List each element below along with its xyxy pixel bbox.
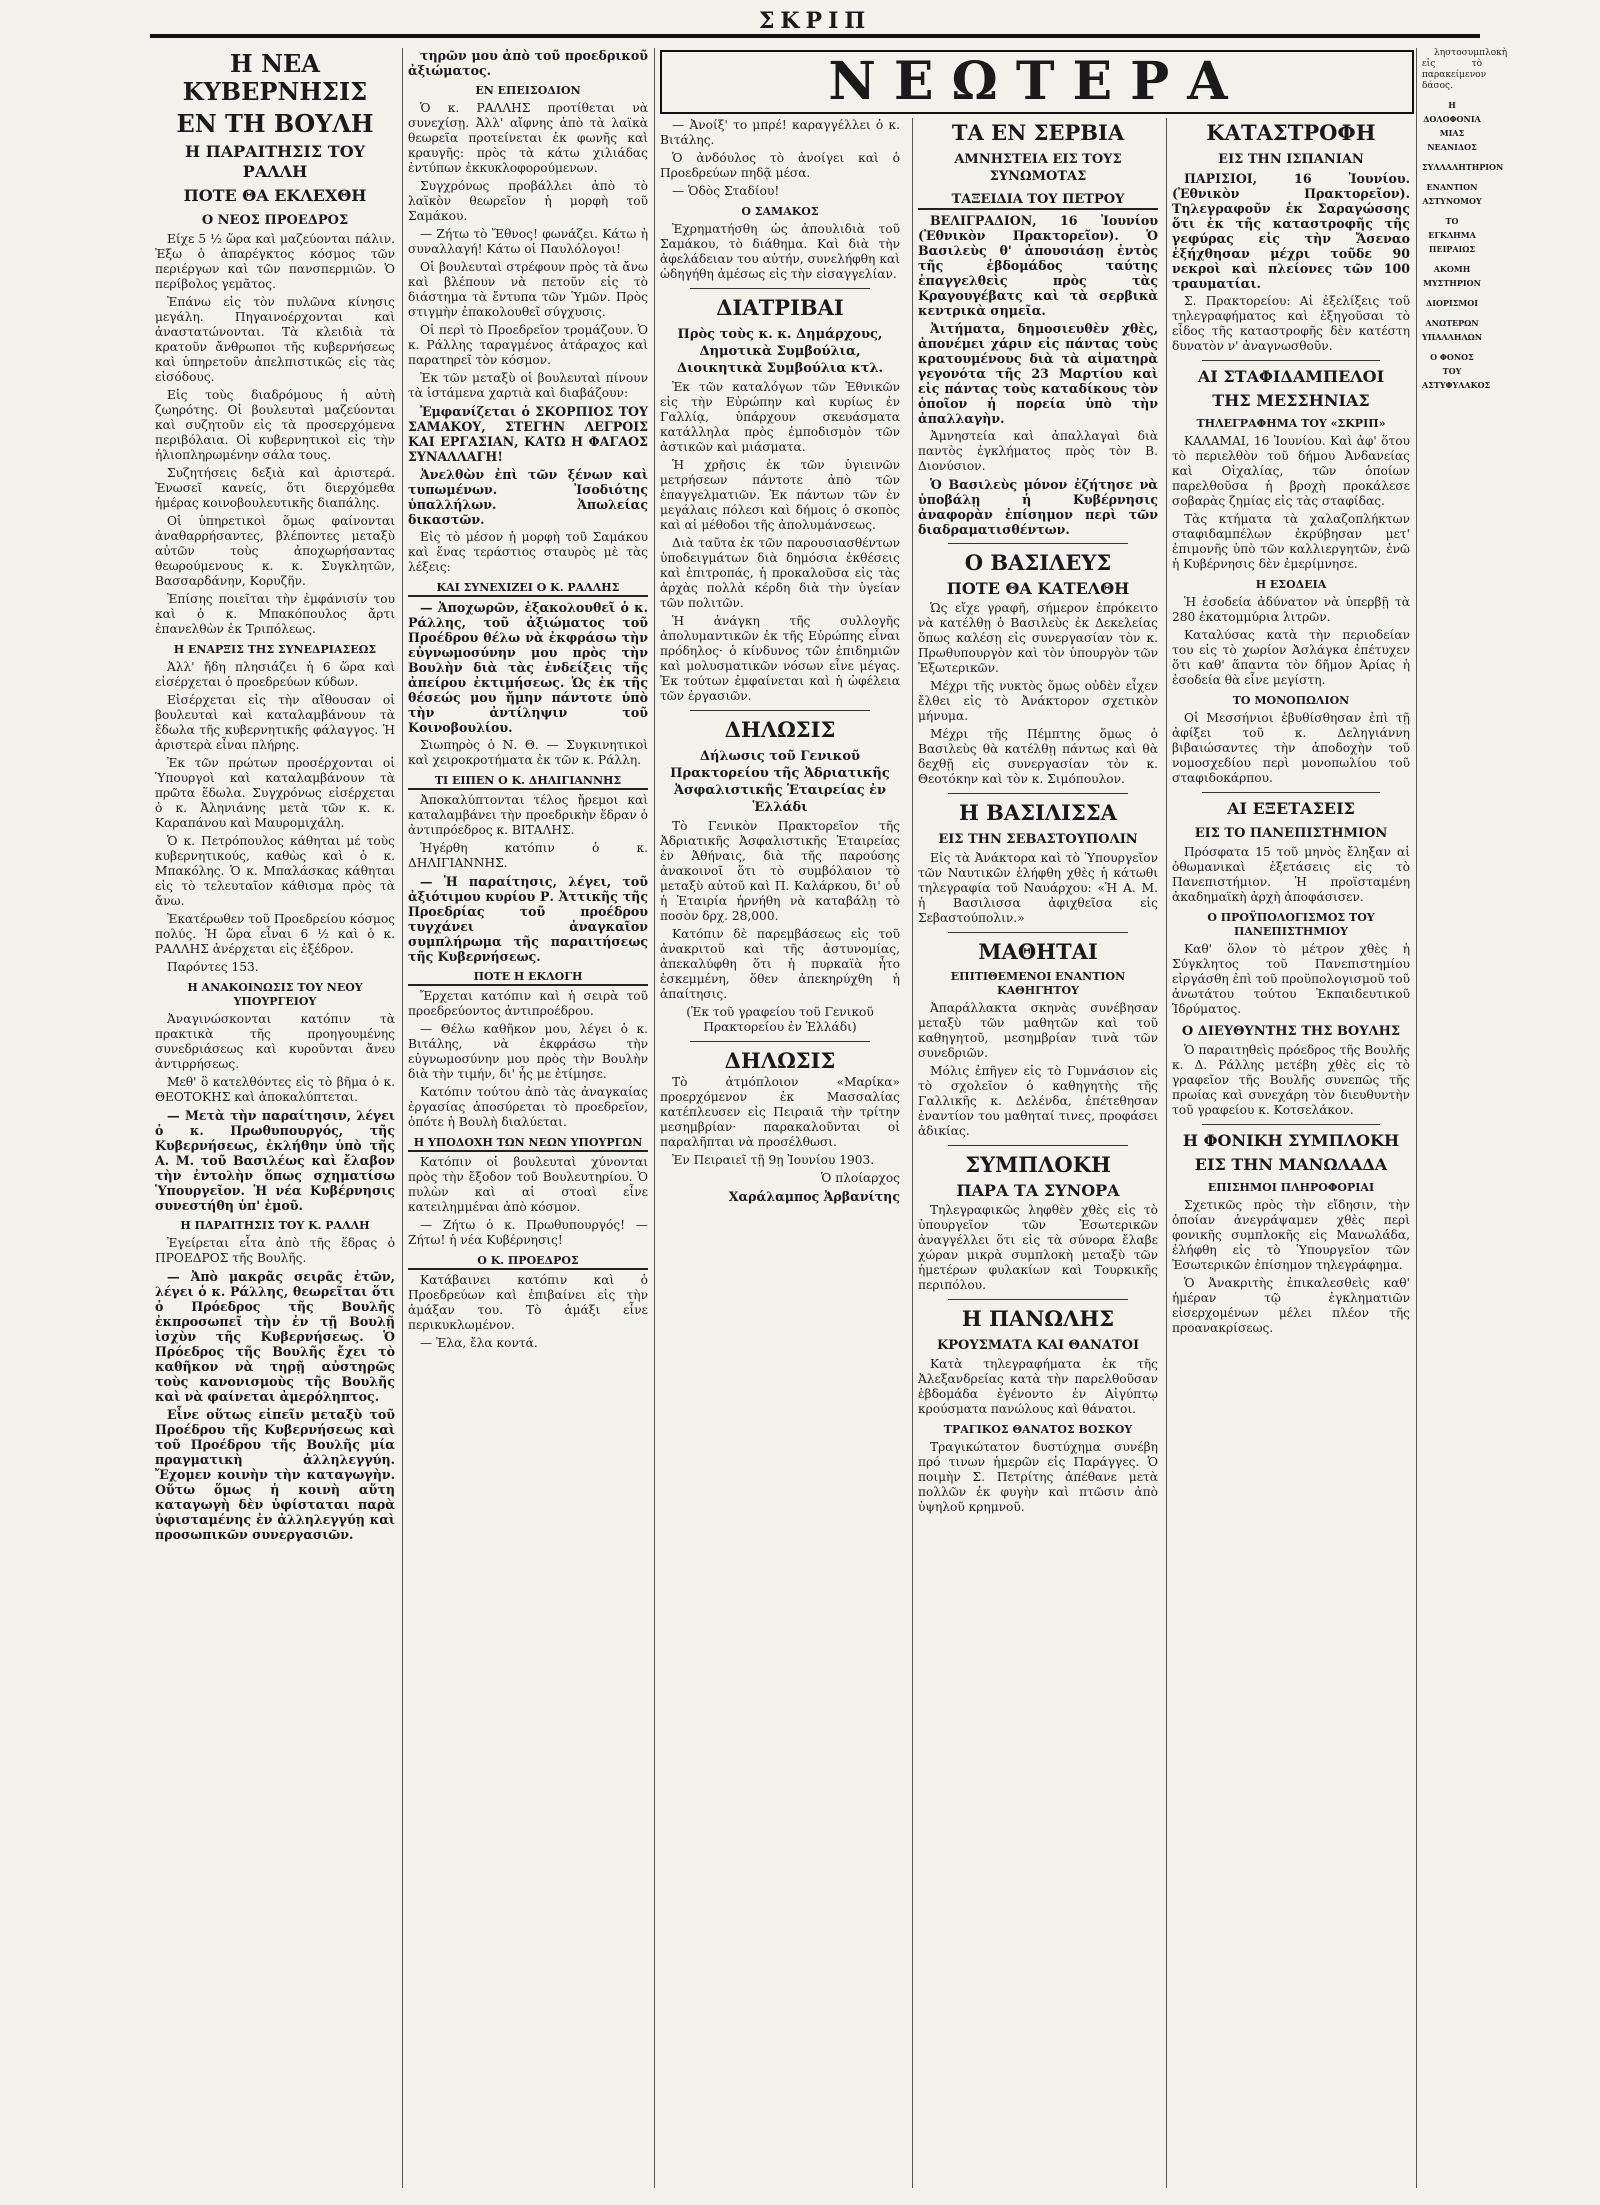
section-heading: ΕΝΑΝΤΙΟΝ ΑΣΤΥΝΟΜΟΥ — [1422, 182, 1482, 206]
paragraph: — Ὁδὸς Σταδίου! — [672, 184, 780, 198]
divider — [1202, 1124, 1380, 1125]
subheadline: ΠΑΡΑ ΤΑ ΣΥΝΟΡΑ — [956, 1181, 1120, 1200]
paragraph: — Ζήτω τὸ Ἔθνος! φωνάζει. Κάτω ἡ συναλλαγή! Κάτω οἱ Παυλόλογοι! — [408, 227, 648, 256]
headline: ΜΑΘΗΤΑΙ — [978, 939, 1098, 964]
subheadline: ΤΗΣ ΜΕΣΣΗΝΙΑΣ — [1212, 391, 1370, 410]
divider — [690, 1041, 870, 1042]
divider — [690, 710, 870, 711]
paragraph: Συγχρόνως προβάλλει ἀπὸ τὸ λαϊκὸν θεωρεῖον ἡ μορφὴ τοῦ Σαμάκου. — [408, 179, 648, 223]
paragraph: Ἀλλ' ἤδη πλησιάζει ἡ 6 ὥρα καὶ εἰσέρχεται ὁ προεδρεύων κύδων. — [155, 660, 395, 689]
section-heading: Η ΥΠΟΔΟΧΗ ΤΩΝ ΝΕΩΝ ΥΠΟΥΡΓΩΝ — [408, 1136, 648, 1152]
subheadline: ΕΙΣ ΤΗΝ ΣΕΒΑΣΤΟΥΠΟΛΙΝ — [938, 832, 1138, 847]
headline: ΤΑ ΕΝ ΣΕΡΒΙΑ — [951, 120, 1125, 145]
headline: ΔΗΛΩΣΙΣ — [724, 717, 836, 742]
section-heading: ΕΠΙΣΗΜΟΙ ΠΛΗΡΟΦΟΡΙΑΙ — [1207, 1181, 1375, 1194]
section-heading: ΕΝ ΕΠΕΙΣΟΔΙΟΝ — [475, 84, 581, 97]
paragraph: Ἐπίσης ποιεῖται τὴν ἐμφάνισίν του καὶ ὁ κ. Μπακόπουλος ἄρτι ἐπανελθὼν ἐκ Τριπόλεως. — [155, 592, 395, 636]
paragraph: Ἐν Πειραιεῖ τῇ 9ῃ Ἰουνίου 1903. — [672, 1153, 875, 1167]
paragraph: Ἐμφανίζεται ὁ ΣΚΟΡΠΙΟΣ ΤΟΥ ΣΑΜΑΚΟΥ, ΣΤΕΓΗΝ ΛΕΓΡΟΙΣ ΚΑΙ ΕΡΓΑΣΙΑΝ, ΚΑΤΩ Η ΦΑΓΑΟΣ ΣΥΝΑΛΛΑΓΗ! — [408, 404, 648, 464]
section-heading: Η ΕΝΑΡΞΙΣ ΤΗΣ ΣΥΝΕΔΡΙΑΣΕΩΣ — [173, 643, 377, 656]
paragraph: Ἀμνηστεία καὶ ἀπαλλαγαὶ διὰ παντὸς ἐγκλήματος πρὸς τὸν Β. Διονύσιον. — [918, 429, 1158, 473]
paragraph: — Μετὰ τὴν παραίτησιν, λέγει ὁ κ. Πρωθυπουργός, τῆς Κυβερνήσεως, ἐκλήθην ὑπὸ τῆς Α. Μ. τοῦ Βασιλέως καὶ ἔλαβον τὴν ἐντολὴν ὅπως σχηματίσω Ὑπουργεῖον. Ἡ νέα Κυβέρνησις συνεστήθη ὑπ' ἐμοῦ. — [155, 1108, 395, 1213]
paragraph: Τηλεγραφικῶς ληφθὲν χθὲς εἰς τὸ ὑπουργεῖον τῶν Ἐσωτερικῶν ἀναγγέλλει ὅτι εἰς τὰ σύνορα ἔλαβε χώραν μικρὰ συμπλοκὴ μεταξὺ τῶν ἡμετέρων φυλακίων καὶ Τουρκικῆς περιπόλου. — [918, 1203, 1158, 1292]
paragraph: Συζητήσεις δεξιὰ καὶ ἀριστερά. Ἐνωσεῖ κανείς, ὅτι διερχόμεθα ἡμέρας κοινοβουλευτικῆς διαπάλης. — [155, 466, 395, 510]
paragraph: Εἰς τὸ μέσον ἡ μορφὴ τοῦ Σαμάκου καὶ ἕνας τεράστιος σταυρὸς μὲ τὰς λέξεις: — [408, 530, 648, 574]
paragraph: Τὰς κτήματα τὰ χαλαζοπλήκτων σταφιδαμπέλων ἐκρύβησαν μετ' ἐπιμονῆς ὑπὸ τῶν καλλιεργητῶν, ἐνῶ ἡ Κυβέρνησις δὲν ἐμερίμνησε. — [1172, 512, 1410, 571]
subheadline: ΕΙΣ ΤΗΝ ΙΣΠΑΝΙΑΝ — [1218, 152, 1364, 167]
column-4 — [918, 118, 1158, 2188]
paragraph: (Ἐκ τοῦ γραφείου τοῦ Γενικοῦ Πρακτορείου ἐν Ἑλλάδι) — [686, 1005, 874, 1034]
paragraph: Σ. Πρακτορείου: Αἱ ἐξελίξεις τοῦ τηλεγραφήματος καὶ ἐξηγοῦσαι τὸ εἶδος τῆς καταστροφῆς δὲν κατέστη δυνατὸν ν' ἀναγνωσθοῦν. — [1172, 294, 1410, 353]
headline: ΔΙΑΤΡΙΒΑΙ — [716, 295, 844, 320]
column-rule — [1416, 48, 1417, 2188]
paragraph: Τὸ ἀτμόπλοιον «Μαρίκα» προερχόμενον ἐκ Μασσαλίας κατέπλευσεν εἰς Πειραιᾶ τὴν τρίτην μεσημβρίαν· παρακαλοῦνται οἱ παραλῆπται νὰ προσέλθωσι. — [660, 1075, 900, 1149]
paragraph: Καθ' ὅλον τὸ μέτρον χθὲς ἡ Σύγκλητος τοῦ Πανεπιστημίου εἰργάσθη ἐπὶ τοῦ προϋπολογισμοῦ τοῦ ἀνωτάτου τούτου Ἐκπαιδευτικοῦ Ἱδρύματος. — [1172, 942, 1410, 1016]
paragraph: Ἀιτήματα, δημοσιευθὲν χθὲς, ἀπονέμει χάριν εἰς πάντας τοὺς κρατουμένους διὰ τὰ αἱματηρὰ γεγονότα τῆς 23 Μαρτίου καὶ εἰς πάντας τοὺς καταδίκους τὸν ὁποῖον ἡ πορεία ὑπὸ τὴν ἀπαλλαγὴν. — [918, 321, 1158, 426]
paragraph: τηρῶν μου ἀπὸ τοῦ προεδρικοῦ ἀξιώματος. — [408, 48, 648, 78]
headline: ΚΑΤΑΣΤΡΟΦΗ — [1206, 120, 1376, 145]
paragraph: Ἐπάνω εἰς τὸν πυλῶνα κίνησις μεγάλη. Πηγαινοέρχονται καὶ ἀναστατώνονται. Τὰ κλειδιὰ τὰ κρατοῦν ἄνθρωποι τῆς κυβερνήσεως καὶ ὑπηρετοῦν ἀπελπιστικῶς εἰς τὰς εἰσόδους. — [155, 295, 395, 384]
paragraph: Κατόπιν οἱ βουλευταὶ χύνονται πρὸς τὴν ἔξοδον τοῦ Βουλευτηρίου. Ὁ πυλὼν καὶ αἱ στοαὶ εἶνε κατειλημμέναι ἀπὸ κόσμον. — [408, 1155, 648, 1214]
paragraph: Ἐκ τῶν καταλόγων τῶν Ἐθνικῶν εἰς τὴν Εὐρώπην καὶ κυρίως ἐν Γαλλίᾳ, ὑπάρχουν σκευάσματα κατάλληλα πρὸς ἐμποδισμὸν τῶν ἀστικῶν καὶ μιάσματα. — [660, 380, 900, 454]
headline: Η ΒΑΣΙΛΙΣΣΑ — [959, 800, 1117, 825]
divider — [1202, 360, 1380, 361]
neotera-banner: ΝΕΩΤΕΡΑ — [660, 50, 1414, 114]
paragraph: Κατάβαινει κατόπιν καὶ ὁ Προεδρεύων καὶ ἐπιβαίνει εἰς τὴν ἁμάξαν του. Τὸ ἁμάξι εἶνε περικυκλωμένον. — [408, 1273, 648, 1332]
divider — [1202, 792, 1380, 793]
paragraph: Ἡ ἐσοδεία ἀδύνατον νὰ ὑπερβῇ τὰ 280 ἑκατομμύρια λιτρῶν. — [1172, 595, 1410, 624]
subheadline: ΠΟΤΕ ΘΑ ΕΚΛΕΧΘΗ — [183, 186, 367, 205]
paragraph: Ἀναγινώσκονται κατόπιν τὰ πρακτικὰ τῆς προηγουμένης συνεδριάσεως καὶ κυροῦνται ἄνευ ἀντιρρήσεως. — [155, 1012, 395, 1071]
paragraph: Ἀποκαλύπτονται τέλος ἤρεμοι καὶ καταλαμβάνει τὴν προεδρικὴν ἕδραν ὁ ἀντιπρόεδρος κ. ΒΙΤΑΛΗΣ. — [408, 793, 648, 837]
paragraph: Ὁ παραιτηθεὶς πρόεδρος τῆς Βουλῆς κ. Δ. Ράλλης μετέβη χθὲς εἰς τὸ γραφεῖον τῆς Βουλῆς συνεπῶς τῆς πρωίας καὶ συνεχάρη τὸν διευθυντὴν τοῦ γραφείου κ. Κοτσελάκον. — [1172, 1043, 1410, 1117]
divider — [948, 932, 1128, 933]
paragraph: — Ζήτω ὁ κ. Πρωθυπουργός! — Ζήτω! ἡ νέα Κυβέρνησις! — [408, 1218, 648, 1247]
subheadline: ΠΟΤΕ ΘΑ ΚΑΤΕΛΘΗ — [946, 579, 1130, 598]
paragraph: Ὁ πλοίαρχος — [820, 1171, 900, 1185]
paragraph: — Ἀποχωρῶν, ἐξακολουθεῖ ὁ κ. Ράλλης, τοῦ ἀξιώματος τοῦ Προέδρου θέλω νὰ ἐκφράσω τὴν εὐγνωμοσύνην μου πρὸς τὴν Βουλὴν διὰ τὰς ἐνδείξεις τῆς ἀπείρου ἐκτιμήσεως. Ὡς ἐκ τῆς θέσεώς μου ἤμην πάντοτε ὑπὸ τὴν ἀντίληψιν τοῦ Κοινοβουλίου. — [408, 600, 648, 735]
paragraph: Ὁ κ. ΡΑΛΛΗΣ προτίθεται νὰ συνεχίσῃ. Ἀλλ' αἴφνης ἀπὸ τὰ λαϊκὰ θεωρεῖα προτείνεται ἐκ φωνῆς καὶ κραυγῆς: πρὸς τὰ κάτω χιλιάδας ἐντύπων ἐκκυκλοφορούμενων. — [408, 101, 648, 175]
paragraph: Εἶνε οὕτως εἰπεῖν μεταξὺ τοῦ Προέδρου τῆς Κυβερνήσεως καὶ τοῦ Προέδρου τῆς Βουλῆς μία πραγματικὴ ἀλληλεγγύη. Ἔχομεν κοινὴν τὴν καταγωγὴν. Οὕτω ὅμως ἡ κοινὴ αὕτη καταγωγὴ δὲν ὑφίσταται παρὰ ὑφισταμένης ἐν ἀλληλεγγύῃ καὶ προσωπικῶν συνεργασιῶν. — [155, 1407, 395, 1542]
paragraph: — Ἀνοίξ' το μπρέ! καραγγέλλει ὁ κ. Βιτάλης. — [660, 118, 900, 147]
section-heading: ΔΙΟΡΙΣΜΟΙ — [1426, 298, 1478, 308]
column-1 — [155, 48, 395, 2188]
paragraph: Οἱ Μεσσήνιοι ἐβυθίσθησαν ἐπὶ τῇ ἀφίξει τοῦ κ. Δεληγιάννη βιβαιώσαντες τὴν ἀποδοχὴν τοῦ νομοσχεδίου περὶ μονοπωλίου τοῦ σταφιδοκάρπου. — [1172, 711, 1410, 785]
paragraph: Μεθ' ὃ κατελθόντες εἰς τὸ βῆμα ὁ κ. ΘΕΟΤΟΚΗΣ καὶ ἀποκαλύπτεται. — [155, 1075, 395, 1104]
paragraph: — Θέλω καθῆκον μου, λέγει ὁ κ. Βιτάλης, νὰ ἐκφράσω τὴν εὐγνωμοσύνην μου πρὸς τὴν Βουλὴν διὰ τὴν τιμήν, δι' ἧς με ἐτίμησε. — [408, 1022, 648, 1081]
signature: Χαράλαμπος Ἀρβανίτης — [728, 1189, 900, 1204]
column-6 — [1422, 48, 1508, 2188]
section-heading: Ο ΔΙΕΥΘΥΝΤΗΣ ΤΗΣ ΒΟΥΛΗΣ — [1181, 1024, 1401, 1039]
paragraph: ΠΑΡΙΣΙΟΙ, 16 Ἰουνίου. (Ἐθνικὸν Πρακτορεῖον). Τηλεγραφοῦν ἐκ Σαραγώσσης ὅτι ἐκ τῆς καταστροφῆς τῆς γεφύρας εἰς τὴν Ἄσεναο ἐξήχθησαν μέχρι τοῦδε 90 νεκροὶ καὶ πλείονες τῶν 100 τραυματίαι. — [1172, 171, 1410, 291]
column-rule — [654, 48, 655, 2188]
headline: ΕΝ ΤΗ ΒΟΥΛΗ — [176, 109, 374, 138]
paragraph: ΚΑΛΑΜΑΙ, 16 Ἰουνίου. Καὶ ἀφ' ὅτου τὸ περιελθὸν τοῦ δήμου Ἀνδανείας καὶ Οἰχαλίας, τῶν ὁποίων παρελθοῦσα ἡ βροχὴ προκάλεσε σοβαρὰς ζημίας εἰς τὰς σταφίδας. — [1172, 434, 1410, 508]
paragraph: — Ἀπὸ μακρᾶς σειρᾶς ἐτῶν, λέγει ὁ κ. Ράλλης, θεωρεῖται ὅτι ὁ Πρόεδρος τῆς Βουλῆς ἐκπροσωπεῖ τὴν ἐν τῇ Βουλῇ ἰσχὺν τῆς Κυβερνήσεως. Ὁ Πρόεδρος τῆς Βουλῆς ἔχει τὸ καθῆκον νὰ τηρῇ αὐστηρῶς τοὺς κανονισμοὺς τῆς Βουλῆς καὶ νὰ φαίνεται ἀμερόληπτος. — [155, 1269, 395, 1404]
paragraph: Εἰς τὰ Ἀνάκτορα καὶ τὸ Ὑπουργεῖον τῶν Ναυτικῶν ἐλήφθη χθὲς ἡ κάτωθι τηλεγραφία τοῦ Ναυάρχου: «Ἡ Α. Μ. ἡ Βασιλισσα ἀφιχθεῖσα εἰς Σεβαστούπολιν.» — [918, 851, 1158, 925]
subheadline: Η ΠΑΡΑΙΤΗΣΙΣ ΤΟΥ ΡΑΛΛΗ — [184, 142, 366, 181]
subheadline: ΤΑΞΕΙΔΙΑ ΤΟΥ ΠΕΤΡΟΥ — [918, 191, 1158, 210]
paragraph: Εἰς τοὺς διαδρόμους ἡ αὐτὴ ζωηρότης. Οἱ βουλευταὶ μαζεύονται καὶ συζητοῦν εἰς τὰ προσερχόμενα περιβόλαια. Οἱ κυβερνητικοὶ εἰς τὴν ἡλιοπληρωμένην σάλα τους. — [155, 388, 395, 462]
paragraph: Οἱ ὑπηρετικοὶ ὅμως φαίνονται ἀναθαρρήσαντες, βλέποντες μεταξὺ αὐτῶν τοὺς ἀποχωρήσαντας θεωρούμενους κ. κ. Συγκλητῶν, Βασσαρδάνην, Κορυζῆν. — [155, 514, 395, 588]
headline: ΔΗΛΩΣΙΣ — [724, 1048, 836, 1073]
paragraph: Οἱ βουλευταὶ στρέφουν πρὸς τὰ ἄνω καὶ βλέπουν νὰ πετοῦν εἰς τὸ διάστημα τὰ ἔντυπα τῶν Ὑμῶν. Πρὸς στιγμὴν ἐπακολουθεῖ σύγχυσις. — [408, 260, 648, 319]
paragraph: ληστοσυμπλοκὴ εἰς τὸ παρακείμενον δάσος. — [1422, 48, 1508, 91]
subheadline: Δήλωσις τοῦ Γενικοῦ Πρακτορείου τῆς Ἀδριατικῆς Ἀσφαλιστικῆς Ἑταιρείας ἐν Ἑλλάδι — [670, 749, 890, 815]
paragraph: Ἐχρηματήσθη ὡς ἀπουλιδιὰ τοῦ Σαμάκου, τὸ διάθημα. Καὶ διὰ τὴν ἀφελάδειαν του αὐτήν, συνελήφθη καὶ ὡδηγήθη ἀμέσως εἰς τὴν εἰσαγγελίαν. — [660, 222, 900, 281]
subheadline: ΕΠΙΤΙΘΕΜΕΝΟΙ ΕΝΑΝΤΙΟΝ ΚΑΘΗΓΗΤΟΥ — [950, 970, 1126, 997]
section-heading: ΑΚΟΜΗ ΜΥΣΤΗΡΙΟΝ — [1423, 264, 1481, 288]
paragraph: Ἐγείρεται εἶτα ἀπὸ τῆς ἕδρας ὁ ΠΡΟΕΔΡΟΣ τῆς Βουλῆς. — [155, 1236, 395, 1265]
paragraph: — Ἐλα, ἔλα κοντά. — [420, 1336, 538, 1350]
paragraph: Μέχρι τῆς Πέμπτης ὅμως ὁ Βασιλεὺς θὰ κατέλθῃ πάντως καὶ θὰ δεχθῇ εἰς συνεργασίαν τὸν κ. Θεοτόκην καὶ τὸν κ. Σιμόπουλον. — [918, 727, 1158, 786]
section-heading: Ο ΠΡΟΫΠΟΛΟΓΙΣΜΟΣ ΤΟΥ ΠΑΝΕΠΙΣΤΗΜΙΟΥ — [1207, 911, 1375, 938]
paragraph: Σχετικῶς πρὸς τὴν εἴδησιν, τὴν ὁποίαν ἀνεγράψαμεν χθὲς περὶ φονικῆς συμπλοκῆς εἰς Μανωλάδα, ἐλήφθη εἰς τὸ Ὑπουργεῖον τῶν Ἐσωτερικῶν ἐπίσημον τηλεγράφημα. — [1172, 1198, 1410, 1272]
paragraph: Τὸ Γενικὸν Πρακτορεῖον τῆς Ἀδριατικῆς Ἀσφαλιστικῆς Ἑταιρείας ἐν Ἀθήναις, διὰ τῆς παρούσης ἀνακοινοῖ ὅτι τὸ συμβόλαιον τὸ μεταξὺ αὐτοῦ καὶ Π. Καλάρκου, δι' οὗ ἡ Ἑταιρία ἠρνήθη νὰ καταβάλῃ τὸ ποσὸν δρχ. 28,000. — [660, 819, 900, 923]
paragraph: Ἡ ἀνάγκη τῆς συλλογῆς ἀπολυμαντικῶν ἐκ τῆς Εὐρώπης εἶναι πρόδηλος· ὁ κίνδυνος τῶν ἐπιδημιῶν καὶ μολυσματικῶν νόσων εἶνε μέγας. Ἐκ τούτων ἐμφαίνεται καὶ ἡ ὠφέλεια τῶν ἐργασιῶν. — [660, 614, 900, 703]
section-heading: ΚΑΙ ΣΥΝΕΧΙΖΕΙ Ο Κ. ΡΑΛΛΗΣ — [408, 581, 648, 597]
section-heading: ΤΙ ΕΙΠΕΝ Ο Κ. ΔΗΛΙΓΙΑΝΝΗΣ — [408, 774, 648, 790]
column-2 — [408, 48, 648, 2188]
section-heading: ΤΗΛΕΓΡΑΦΗΜΑ ΤΟΥ «ΣΚΡΙΠ» — [1196, 417, 1386, 430]
divider — [948, 1145, 1128, 1146]
paragraph: Καταλύσας κατὰ τὴν περιοδείαν του εἰς τὸ χωρίον Ἀσλάγκα ἐπέτυχεν ὅτι καθ' ἅπαντα τὸν δῆμον Ἀρίας ἡ ἐσοδεία θὰ εἶνε μεγίστη. — [1172, 628, 1410, 687]
subheadline: ΕΙΣ ΤΟ ΠΑΝΕΠΙΣΤΗΜΙΟΝ — [1194, 826, 1388, 841]
paragraph: Ὁ Ἀνακριτὴς ἐπικαλεσθεὶς καθ' ἡμέραν τῷ ἐγκληματιῶν εἰσερχομένων μέλει πλέον τῆς προανακρίσεως. — [1172, 1276, 1410, 1335]
section-heading: ΑΝΩΤΕΡΩΝ ΥΠΑΛΛΗΛΩΝ — [1422, 318, 1483, 342]
paragraph: Εἰσέρχεται εἰς τὴν αἴθουσαν οἱ βουλευταὶ καὶ καταλαμβάνουν τὰ ἔδωλα τῆς κυβερνητικῆς φάλαγγος. Ἡ ἀριστερὰ εἶναι πλήρης. — [155, 693, 395, 752]
paragraph: Ἡ χρῆσις ἐκ τῶν ὑγιεινῶν μετρήσεων πάντοτε ἀπὸ τῶν ἐπαγγελματιῶν. Ἐκ πάντων τῶν ἐν μεγάλαις πόλεσι καὶ δήμοις ὁ σκοπὸς καὶ αἱ μέθοδοι τῆς ἀπολυμάνσεως. — [660, 458, 900, 532]
paragraph: Πρόσφατα 15 τοῦ μηνὸς ἔληξαν αἱ ὀθωμανικαὶ ἐξετάσεις εἰς τὸ Πανεπιστήμιον. Ἡ προϊσταμένη ἀκαδημαϊκὴ ἀρχὴ ἀποφάσισεν. — [1172, 845, 1410, 904]
subheadline: ΚΡΟΥΣΜΑΤΑ ΚΑΙ ΘΑΝΑΤΟΙ — [936, 1338, 1140, 1353]
paragraph: Ἐκ τῶν πρώτων προσέρχονται οἱ Ὑπουργοὶ καὶ καταλαμβάνουν τὰ πρῶτα ἕδωλα. Συγχρόνως εἰσέρχεται ὁ κ. Ἀληνιάνης μετὰ τῶν κ. κ. Καραπάνου καὶ Μαυρομιχάλη. — [155, 756, 395, 830]
column-3 — [660, 118, 900, 2188]
paragraph: Ὁ Βασιλεὺς μόνον ἐζήτησε νὰ ὑποβάλῃ ἡ Κυβέρνησις ἀναφορὰν ἐπίσημον περὶ τῶν διαδραματισθέντων. — [918, 477, 1158, 537]
paragraph: Κατόπιν δὲ παρεμβάσεως εἰς τοῦ ἀνακριτοῦ καὶ τῆς ἀστυνομίας, ἀπεκαλύφθη ὅτι ἡ πυρκαϊὰ ἦτο ἐσκεμμένη, ὅθεν ἀπεκηρύχθη ἡ ἀπαίτησις. — [660, 927, 900, 1001]
column-5 — [1172, 118, 1410, 2188]
column-rule — [402, 48, 403, 2188]
paragraph: Ὡς εἴχε γραφῆ, σήμερον ἐπρόκειτο νὰ κατέλθῃ ὁ Βασιλεὺς ἐκ Δεκελείας ὅπως καλέσῃ εἰς συνεργασίαν τὸν κ. Πρωθυπουργὸν καὶ τὸν ὑπουργὸν τῶν Ἐξωτερικῶν. — [918, 601, 1158, 675]
headline: Ο ΒΑΣΙΛΕΥΣ — [964, 550, 1112, 575]
paragraph: — Ἡ παραίτησις, λέγει, τοῦ ἀξιότιμου κυρίου Ρ. Ἀττικῆς τῆς Προεδρίας τοῦ προέδρου τυγχάνει ἀναγκαῖον συμπλήρωμα τῆς παραιτήσεως τῆς Κυβερνήσεως. — [408, 874, 648, 964]
section-heading: Η ΕΣΟΔΕΙΑ — [1255, 578, 1327, 591]
top-rule — [150, 34, 1480, 38]
section-heading: Η ΑΝΑΚΟΙΝΩΣΙΣ ΤΟΥ ΝΕΟΥ ΥΠΟΥΡΓΕΙΟΥ — [187, 981, 363, 1008]
column-rule — [1166, 118, 1167, 2188]
paragraph: Ἀπαράλλακτα σκηνὰς συνέβησαν μεταξὺ τῶν μαθητῶν καὶ τοῦ καθηγητοῦ, μεσημβρίαν τινὰ τῶν συνεδριῶν. — [918, 1001, 1158, 1060]
subheadline: Ο ΝΕΟΣ ΠΡΟΕΔΡΟΣ — [201, 213, 349, 228]
headline: ΑΙ ΕΞΕΤΑΣΕΙΣ — [1227, 799, 1355, 818]
paragraph: Τραγικώτατον δυστύχημα συνέβη πρό τινων ἡμερῶν εἰς Παράγγες. Ὁ ποιμὴν Σ. Πετρίτης ἀπέθανε μετὰ πολλῶν ἐκ φυγὴν καὶ πτῶσιν ἀπὸ ὑψηλοῦ κρημνοῦ. — [918, 1440, 1158, 1514]
section-heading: ΤΟ ΜΟΝΟΠΩΛΙΟΝ — [1232, 694, 1350, 707]
subheadline: ΑΜΝΗΣΤΕΙΑ ΕΙΣ ΤΟΥΣ ΣΥΝΩΜΟΤΑΣ — [954, 152, 1122, 184]
divider — [948, 1299, 1128, 1300]
divider — [948, 793, 1128, 794]
section-heading: Ο ΣΑΜΑΚΟΣ — [741, 205, 819, 218]
section-heading: ΤΡΑΓΙΚΟΣ ΘΑΝΑΤΟΣ ΒΟΣΚΟΥ — [943, 1423, 1133, 1436]
paragraph: Οἱ περὶ τὸ Προεδρεῖον τρομάζουν. Ὁ κ. Ράλλης ταραγμένος ἀτάραχος καὶ παρατηρεῖ τὸν κόσμον. — [408, 323, 648, 367]
headline: Η ΝΕΑ ΚΥΒΕΡΝΗΣΙΣ — [182, 49, 368, 106]
paragraph: Μέχρι τῆς νυκτὸς ὅμως οὐδὲν εἶχεν ἔλθει εἰς τὸ Ἀνάκτορον σχετικὸν μήνυμα. — [918, 679, 1158, 723]
divider — [948, 543, 1128, 544]
paragraph: Ἔρχεται κατόπιν καὶ ἡ σειρὰ τοῦ προεδρεύοντος ἀντιπροέδρου. — [408, 989, 648, 1018]
masthead: ΣΚΡΙΠ — [758, 8, 872, 34]
paragraph: Είχε 5 ½ ὥρα καὶ μαζεύονται πάλιν. Ἐξω ὁ ἀπαρέγκτος κόσμος τῶν περιέργων καὶ τῶν πανσπερμιῶν. Ὁ περίβολος γεμᾶτος. — [155, 232, 395, 291]
section-heading: Ο ΦΟΝΟΣ ΤΟΥ ΑΣΤΥΦΥΛΑΚΟΣ — [1422, 352, 1491, 390]
subheadline: ΕΙΣ ΤΗΝ ΜΑΝΩΛΑΔΑ — [1194, 1155, 1388, 1174]
headline: Η ΦΟΝΙΚΗ ΣΥΜΠΛΟΚΗ — [1182, 1131, 1400, 1150]
section-heading: ΤΟ ΕΓΚΛΗΜΑ ΠΕΙΡΑΙΩΣ — [1428, 216, 1476, 254]
paragraph: Σιωπηρὸς ὁ Ν. Θ. — Συγκινητικοὶ καὶ χειροκροτήματα ἐκ τῶν κ. Ράλλη. — [408, 738, 648, 767]
paragraph: Ὁ κ. Πετρόπουλος κάθηται μέ τοὺς κυβερνητικούς, καθὼς καὶ ὁ κ. Μπακόλης. Ὁ κ. Μπαλάσκας κάθηται εἰς τὸ τελευταῖον κάθισμα πρὸς τὰ ἄνω. — [155, 834, 395, 908]
headline: Η ΠΑΝΩΛΗΣ — [961, 1306, 1115, 1331]
paragraph: Κατὰ τηλεγραφήματα ἐκ τῆς Ἀλεξανδρείας κατὰ τὴν παρελθοῦσαν ἑβδομάδα ἐγένοντο ἐν Αἰγύπτῳ κρούσματα πανώλους καὶ θάνατοι. — [918, 1357, 1158, 1416]
paragraph: Διὰ ταῦτα ἐκ τῶν παρουσιασθέντων ὑποδειγμάτων διὰ δημόσια ἐκθέσεις καὶ ἐπιτροπάς, ἡ προκαλοῦσα εἰς τὰς ἀρχὰς πολλὰ κέρδη διὰ τὴν ὑγείαν τῶν πολιτῶν. — [660, 536, 900, 610]
paragraph: Ἀνελθὼν ἐπὶ τῶν ξένων καὶ τυπωμένων. Ἰσοδιότης ὑπαλλήλων. Ἀπωλείας δικαστῶν. — [408, 467, 648, 527]
section-heading: Η ΠΑΡΑΙΤΗΣΙΣ ΤΟΥ Κ. ΡΑΛΛΗ — [180, 1219, 370, 1232]
paragraph: Ἐκατέρωθεν τοῦ Προεδρείου κόσμος πολύς. Ἡ ὥρα εἶναι 6 ½ καὶ ὁ κ. ΡΑΛΛΗΣ ἀνέρχεται εἰς ἐξέδρον. — [155, 912, 395, 956]
headline: ΑΙ ΣΤΑΦΙΔΑΜΠΕΛΟΙ — [1197, 367, 1385, 386]
paragraph: Ἐκ τῶν μεταξὺ οἱ βουλευταὶ πίνουν τὰ ἱστάμενα χαρτιὰ καὶ διαβάζουν: — [408, 371, 648, 400]
paragraph: Μόλις ἐπῆγεν εἰς τὸ Γυμνάσιον εἰς τὸ σχολεῖον ὁ καθηγητὴς τῆς Γαλλικῆς κ. Δελένδα, ἐπέτεθησαν ἐναντίον του μαθηταί τινες, προφάσει ἀδικίας. — [918, 1064, 1158, 1138]
section-heading: ΠΟΤΕ Η ΕΚΛΟΓΗ — [408, 970, 648, 986]
section-heading: Η ΔΟΛΟΦΟΝΙΑ ΜΙΑΣ ΝΕΑΝΙΔΟΣ — [1423, 100, 1481, 152]
paragraph: ΒΕΛΙΓΡΑΔΙΟΝ, 16 Ἰουνίου (Ἐθνικὸν Πρακτορεῖον). Ὁ Βασιλεὺς θ' ἀπουσιάσῃ ἐντὸς τῆς ἑβδομάδος ταύτης ἐπαγγελθεὶς πρὸς τὰς Κραγουγέβατς καὶ τὰ σερβικὰ κεντρικὰ σημεῖα. — [918, 213, 1158, 318]
headline: ΣΥΜΠΛΟΚΗ — [965, 1152, 1111, 1177]
paragraph: Κατόπιν τούτου ἀπὸ τὰς ἀναγκαίας ἐργασίας ἀποσύρεται τὸ προεδρεῖον, ὁπότε ἡ Βουλὴ διαλύεται. — [408, 1085, 648, 1129]
paragraph: Ὁ ἀνδόυλος τὸ ἀνοίγει καὶ ὁ Προεδρεύων πηδᾷ μέσα. — [660, 151, 900, 180]
section-heading: ΣΥΛΛΑΛΗΤΗΡΙΟΝ — [1422, 162, 1504, 172]
column-rule — [912, 118, 913, 2188]
paragraph: Παρόντες 153. — [167, 960, 259, 974]
subheadline: Πρὸς τοὺς κ. κ. Δημάρχους, Δημοτικὰ Συμβούλια, Διοικητικὰ Συμβούλια κτλ. — [677, 327, 883, 376]
section-heading: Ο Κ. ΠΡΟΕΔΡΟΣ — [408, 1254, 648, 1270]
divider — [690, 288, 870, 289]
paragraph: Ἠγέρθη κατόπιν ὁ κ. ΔΗΛΙΓΙΑΝΝΗΣ. — [408, 841, 648, 870]
